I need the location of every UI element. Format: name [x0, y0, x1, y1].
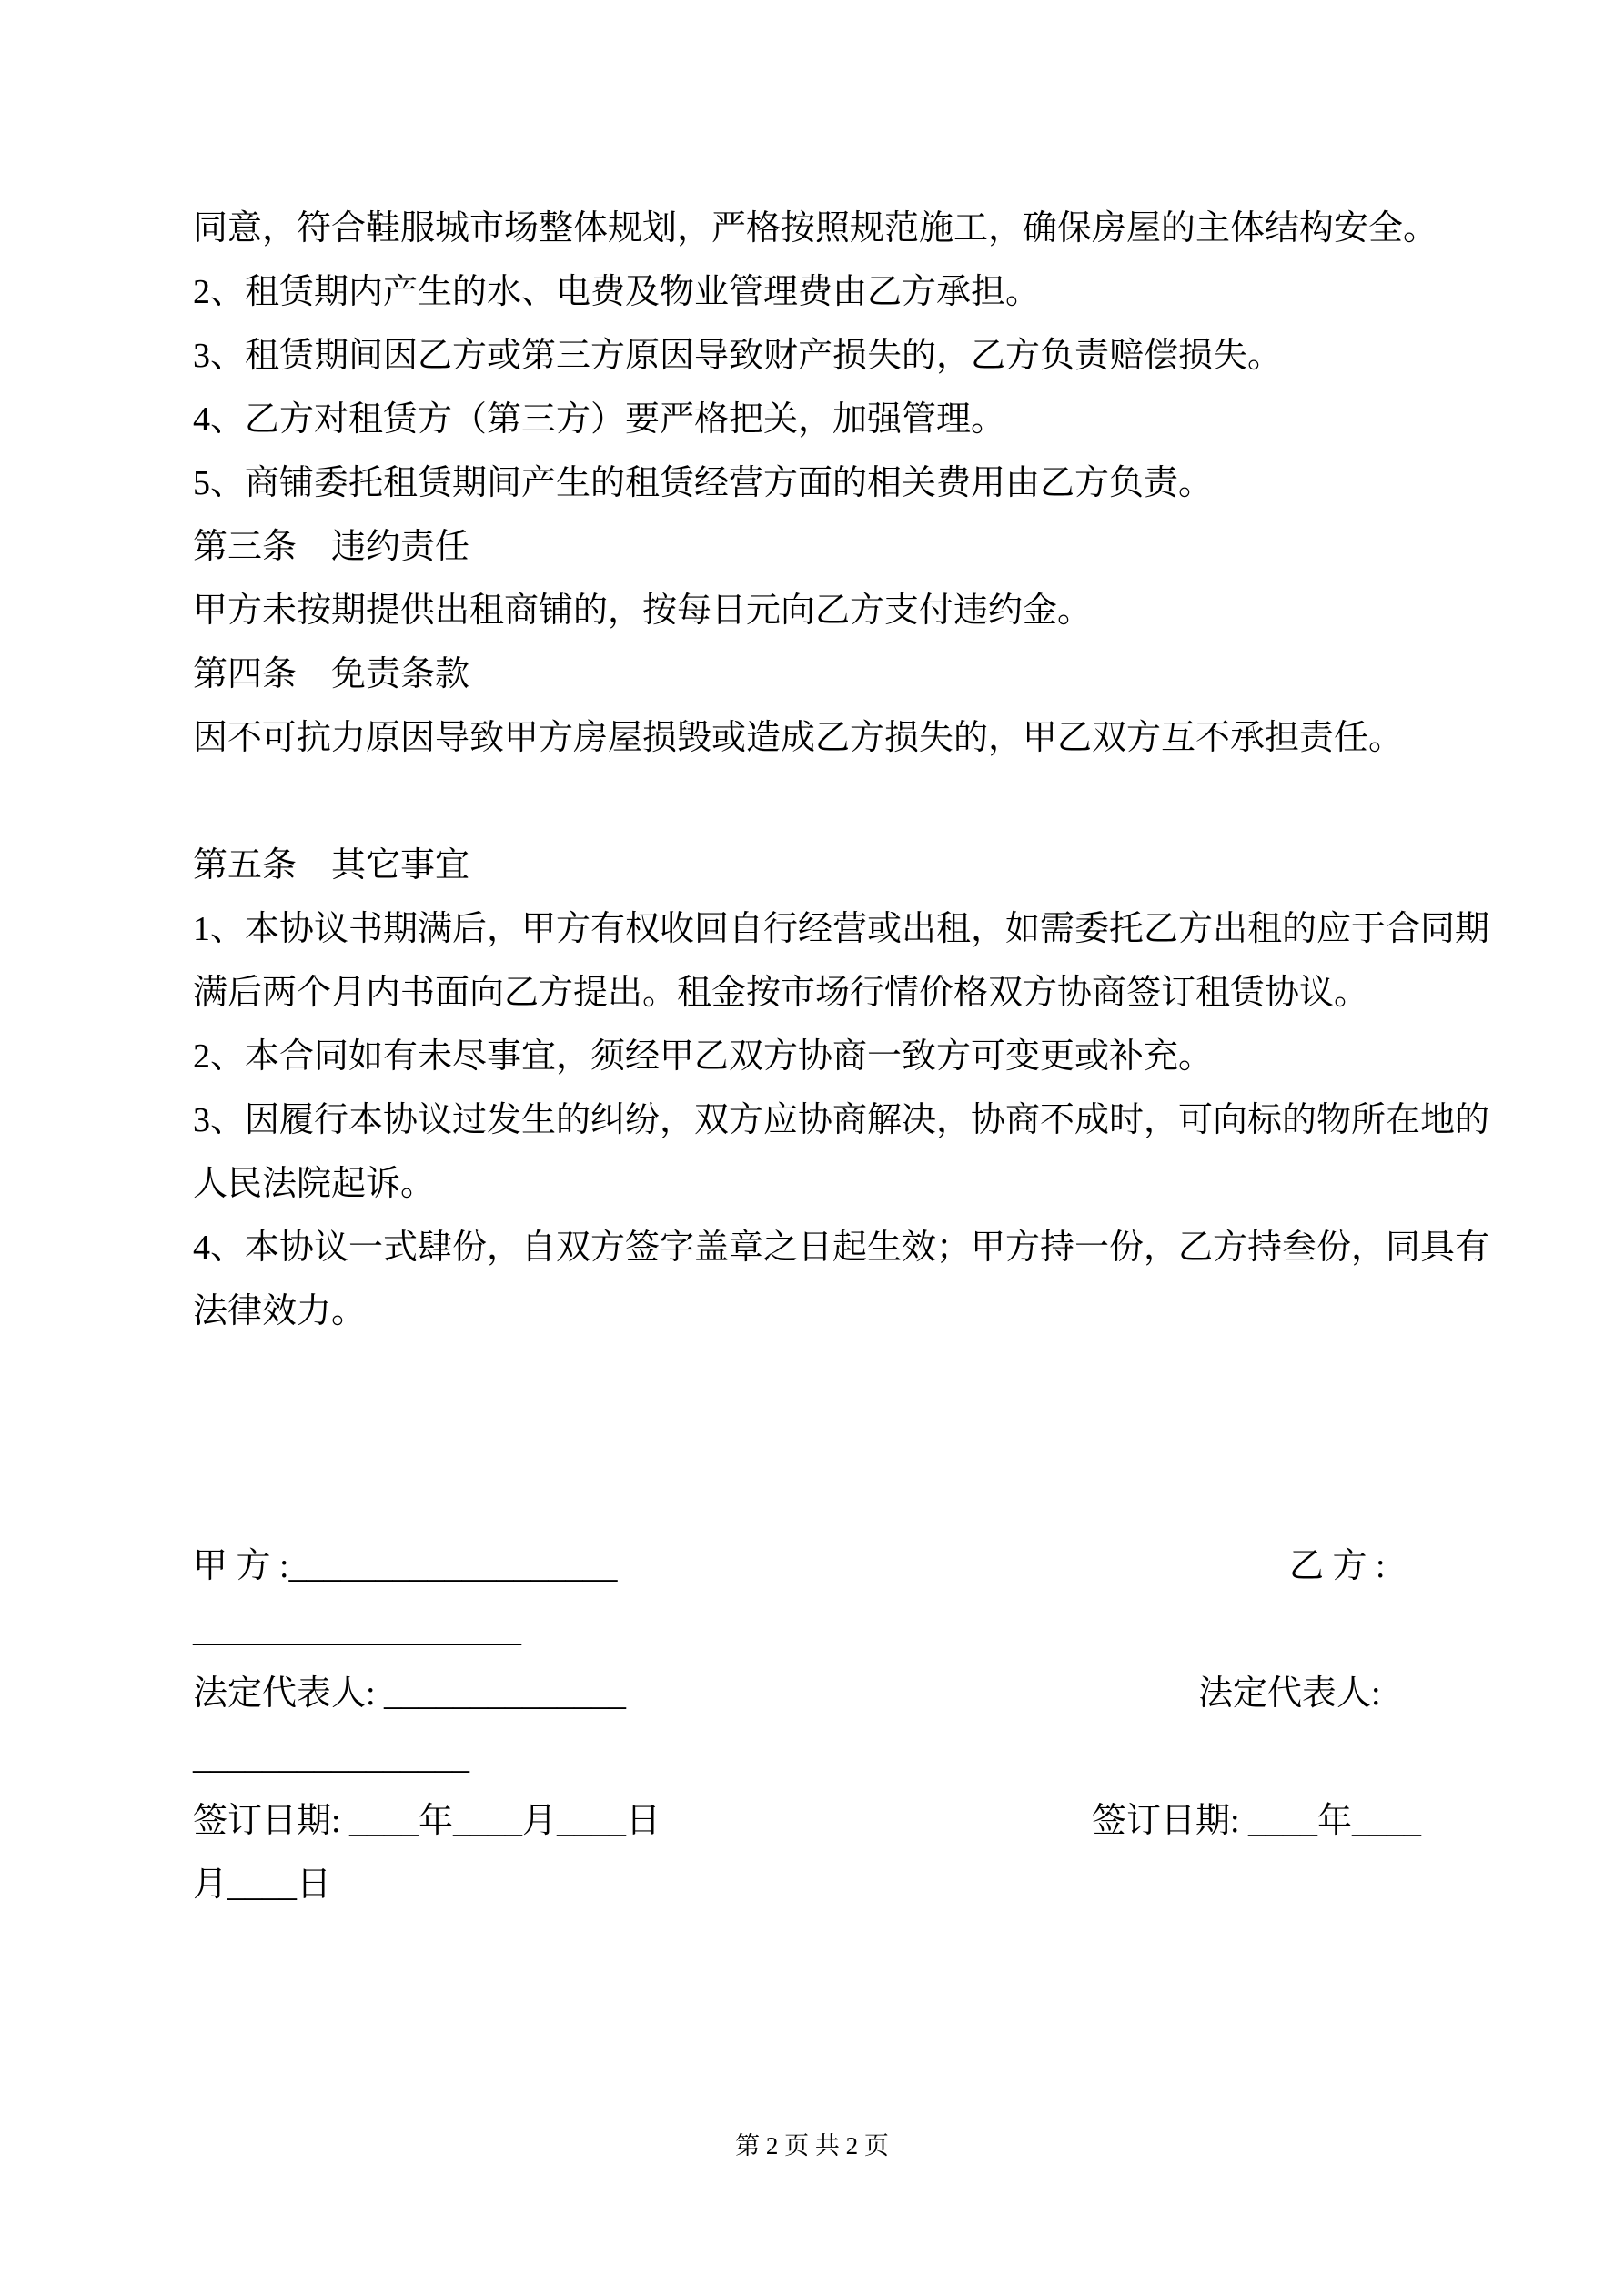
numbered-item-3: 3、租赁期间因乙方或第三方原因导致财产损失的，乙方负责赔偿损失。 — [193, 337, 1283, 375]
legal-rep-b-field: 法定代表人: — [1198, 1674, 1381, 1713]
numbered-item-5: 5、商铺委托租赁期间产生的租赁经营方面的相关费用由乙方负责。 — [193, 464, 1214, 502]
article-5-item-1-line-1: 1、本协议书期满后，甲方有权收回自行经营或出租，如需委托乙方出租的应于合同期 — [193, 910, 1490, 948]
sign-date-b-wrap-line: 月____日 — [193, 1866, 332, 1904]
party-a-field: 甲 方 :___________________ — [193, 1547, 618, 1585]
page-footer: 第 2 页 共 2 页 — [735, 2132, 889, 2159]
party-b-fill-line: ___________________ — [193, 1611, 521, 1649]
article-4-body: 因不可抗力原因导致甲方房屋损毁或造成乙方损失的，甲乙双方互不承担责任。 — [193, 719, 1404, 757]
numbered-item-4: 4、乙方对租赁方（第三方）要严格把关，加强管理。 — [193, 400, 1006, 439]
sign-date-a-field: 签订日期: ____年____月____日 — [193, 1802, 661, 1840]
article-5-item-1-line-2: 满后两个月内书面向乙方提出。租金按市场行情价格双方协商签订租赁协议。 — [193, 974, 1369, 1012]
article-5-item-2: 2、本合同如有未尽事宜，须经甲乙双方协商一致方可变更或补充。 — [193, 1037, 1214, 1076]
sign-date-b-field: 签订日期: ____年____ — [1092, 1802, 1422, 1840]
article-5-item-3-line-1: 3、因履行本协议过发生的纠纷，双方应协商解决，协商不成时，可向标的物所在地的 — [193, 1101, 1490, 1139]
legal-rep-a-field: 法定代表人: ______________ — [193, 1674, 627, 1713]
article-3-body: 甲方未按期提供出租商铺的，按每日元向乙方支付违约金。 — [193, 592, 1093, 630]
party-b-field: 乙 方 : — [1289, 1547, 1386, 1585]
legal-rep-b-fill-line: ________________ — [193, 1738, 469, 1776]
numbered-item-2: 2、租赁期内产生的水、电费及物业管理费由乙方承担。 — [193, 273, 1041, 311]
article-3-heading: 第三条 违约责任 — [193, 528, 470, 566]
continuation-line: 同意，符合鞋服城市场整体规划，严格按照规范施工，确保房屋的主体结构安全。 — [193, 209, 1438, 248]
article-5-item-3-line-2: 人民法院起诉。 — [193, 1165, 436, 1203]
article-5-item-4-line-2: 法律效力。 — [193, 1292, 367, 1330]
article-4-heading: 第四条 免责条款 — [193, 655, 470, 693]
article-5-heading: 第五条 其它事宜 — [193, 846, 470, 885]
article-5-item-4-line-1: 4、本协议一式肆份，自双方签字盖章之日起生效；甲方持一份，乙方持叁份，同具有 — [193, 1229, 1490, 1267]
